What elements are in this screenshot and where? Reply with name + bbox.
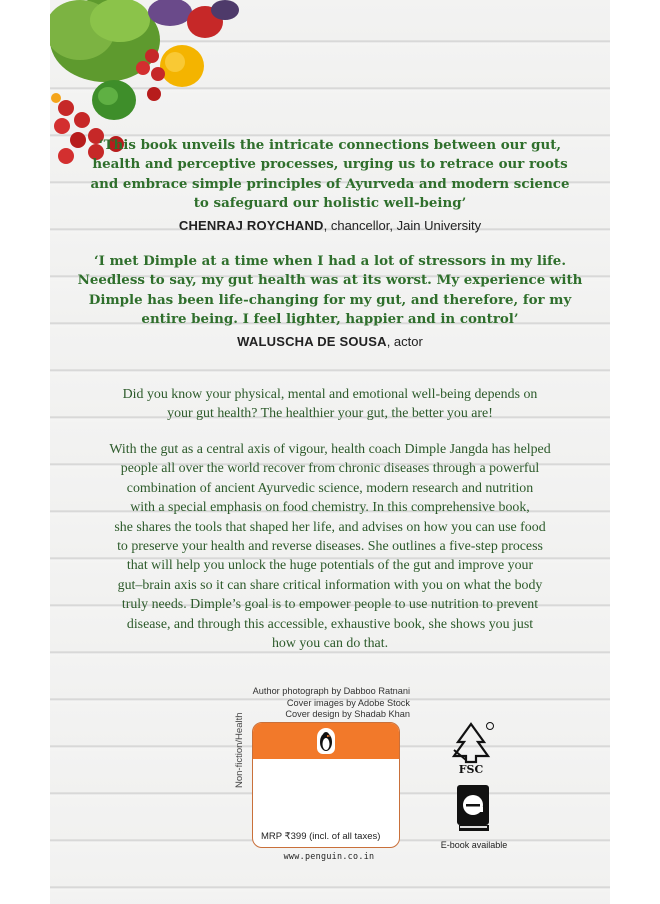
quote-1-author: CHENRAJ ROYCHAND bbox=[178, 218, 324, 233]
ebook-available-label: E-book available bbox=[440, 840, 508, 850]
credit-line: Author photograph by Dabboo Ratnani bbox=[252, 686, 410, 696]
quote-1-attribution bbox=[50, 218, 610, 233]
description-line: with a special emphasis on food chemistry. In this comprehensive book, bbox=[130, 500, 530, 516]
quote-1-line: and embrace simple principles of Ayurveda and modern science bbox=[90, 175, 570, 192]
description-line: that will help you unlock the huge potentials of the gut and improve your bbox=[126, 558, 534, 574]
description-line: how you can do that. bbox=[271, 636, 389, 652]
quote-1-role: , chancellor, Jain University bbox=[323, 218, 482, 233]
description-line: to preserve your health and reverse diseases. She outlines a five-step process bbox=[117, 539, 543, 555]
quote-2-attribution bbox=[50, 334, 610, 349]
barcode-box bbox=[252, 722, 400, 848]
quote-2-line: entire being. I feel lighter, happier and in control’ bbox=[141, 310, 519, 327]
quote-2-role: , actor bbox=[386, 334, 423, 349]
intro-line: your gut health? The healthier your gut, the better you are! bbox=[167, 406, 493, 422]
description-line: she shares the tools that shaped her life, and advises on how you can use food bbox=[114, 519, 546, 535]
mrp-price: MRP ₹399 (incl. of all taxes) bbox=[261, 831, 381, 842]
quote-2 bbox=[50, 252, 610, 329]
description-line: truly needs. Dimple’s goal is to empower people to use nutrition to prevent bbox=[121, 597, 539, 613]
genre-label: Non-fiction/Health bbox=[234, 712, 245, 788]
credit-line: Cover design by Shadab Khan bbox=[285, 709, 410, 720]
quote-1-line: health and perceptive processes, urging us to retrace our roots bbox=[92, 156, 568, 173]
description-line: people all over the world recover from chronic diseases through a powerful bbox=[120, 461, 540, 477]
quote-2-line: Needless to say, my gut health was at its worst. My experience with bbox=[77, 272, 583, 289]
quote-1-line: ‘This book unveils the intricate connections between our gut, bbox=[98, 137, 562, 153]
description-line: combination of ancient Ayurvedic science, modern research and nutrition bbox=[126, 480, 534, 496]
quote-1 bbox=[50, 136, 610, 213]
publisher-band bbox=[253, 723, 399, 759]
fsc-label: FSC bbox=[458, 763, 484, 776]
penguin-logo-icon bbox=[317, 728, 335, 754]
quote-2-author: WALUSCHA DE SOUSA bbox=[237, 334, 387, 349]
intro-paragraph bbox=[50, 385, 610, 424]
description-line: gut–brain axis so it can share critical information with you on what the body bbox=[117, 577, 543, 593]
description-line: With the gut as a central axis of vigour, health coach Dimple Jangda has helped bbox=[109, 442, 551, 457]
quote-1-line: to safeguard our holistic well-being’ bbox=[193, 194, 467, 211]
quote-2-line: Dimple has been life-changing for my gut, and therefore, for my bbox=[88, 291, 572, 308]
publisher-website: www.penguin.co.in bbox=[283, 851, 375, 861]
description-line: disease, and through this accessible, exhaustive book, she shows you just bbox=[126, 616, 534, 632]
quote-2-line: ‘I met Dimple at a time when I had a lot of stressors in my life. bbox=[94, 253, 566, 269]
credit-line: Cover images by Adobe Stock bbox=[286, 697, 410, 708]
ebook-icon bbox=[456, 784, 490, 832]
back-cover bbox=[50, 0, 610, 904]
intro-line: Did you know your physical, mental and emotional well-being depends on bbox=[122, 387, 538, 402]
description-paragraph bbox=[50, 440, 610, 653]
